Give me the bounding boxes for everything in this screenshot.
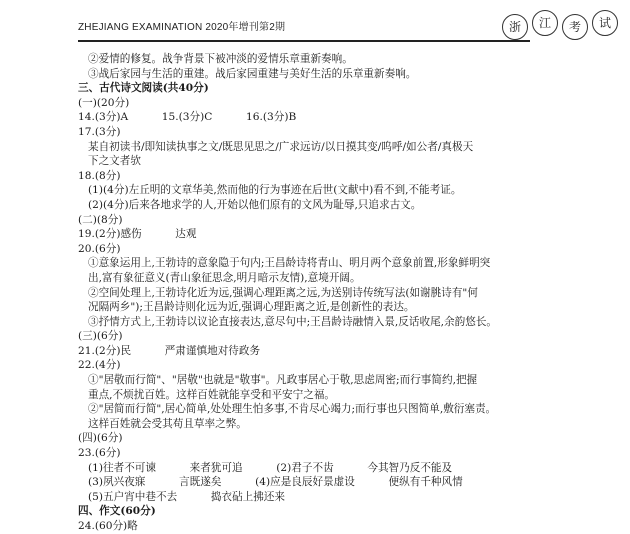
answer-line: ③战后家园与生活的重建。战后家园重建与美好生活的乐章重新奏响。 [88,67,417,80]
answer-line: 22.(4分) [78,359,121,372]
answer-line: 况隔两乡");王昌龄诗则化远为近,强调心理距离之近,是创新性的表达。 [88,301,415,314]
answer-line: (5)五户宵中巷不去 捣衣砧上拂还来 [88,490,285,503]
header-rule [78,40,530,42]
answer-line: ②空间处理上,王勃诗化近为远,强调心理距离之远,为送别诗传统写法(如谢朓诗有"何 [88,286,478,299]
answer-line: ①意象运用上,王勃诗的意象隐于句内;王昌龄诗将青山、明月两个意象前置,形象鲜明突 [88,257,491,270]
answer-line: 重点,不烦扰百姓。这样百姓就能享受和平安宁之福。 [88,388,336,401]
answer-line: 下之文者欤 [88,155,141,168]
answer-line: 21.(2分)民 严肃谨慎地对待政务 [78,344,261,357]
answer-line: (二)(8分) [78,213,123,226]
answer-line: ①"居敬而行简"、"居敬"也就是"敬事"。凡政事居心于敬,思虑周密;而行事简约,把握 [88,374,478,387]
answer-line: (四)(6分) [78,432,123,445]
answer-line: 出,富有象征意义(青山象征思念,明月暗示友情),意境开阔。 [88,271,361,284]
answer-line: (2)(4分)后来各地求学的人,开始以他们原有的文风为耻辱,只追求古文。 [88,198,422,211]
answer-line: ②"居简而行简",居心简单,处处理生怕多事,不肯尽心竭力;而行事也只图简单,敷衍塞责。 [88,403,497,416]
header-title: ZHEJIANG EXAMINATION 2020年增刊第2期 [78,22,286,33]
answer-line: ③抒情方式上,王勃诗以议论直接表达,意尽句中;王昌龄诗融情入景,反话收尾,余韵悠长。 [88,315,498,328]
answer-line: 17.(3分) [78,125,121,138]
answer-line: 14.(3分)A 15.(3分)C 16.(3分)B [78,111,297,124]
section-heading: 四、作文(60分) [78,505,156,518]
answer-key-body [78,52,558,534]
answer-line: 这样百姓就会受其苟且草率之弊。 [88,417,247,430]
section-heading: 三、古代诗文阅读(共40分) [78,82,209,95]
answer-line: 20.(6分) [78,242,121,255]
answer-line: 18.(8分) [78,169,121,182]
answer-line: (1)往者不可谏 来者犹可追 (2)君子不齿 今其智乃反不能及 [88,461,453,474]
answer-line: (3)夙兴夜寐 言既遂矣 (4)应是良辰好景虚设 便纵有千种风情 [88,476,463,489]
answer-line: (一)(20分) [78,96,130,109]
answer-line: 某自初读书/即知读执事之文/既思见思之/广求远访/以日摸其变/呜呼/如公者/真极天 [88,140,474,153]
answer-line: 24.(60分)略 [78,520,138,532]
badge-jiang: 江 [532,10,558,36]
header-badges [502,10,630,40]
answer-line: 23.(6分) [78,447,121,460]
page-header [78,6,611,46]
answer-line: (1)(4分)左丘明的文章华美,然而他的行为事迹在后世(文献中)看不到,不能考证。 [88,184,462,197]
answer-line: ②爱情的修复。战争背景下被冲淡的爱情乐章重新奏响。 [88,53,353,65]
answer-line: (三)(6分) [78,330,123,343]
badge-zhe: 浙 [502,14,528,40]
badge-shi: 试 [592,10,618,36]
answer-line: 19.(2分)感伤 达观 [78,228,197,241]
badge-kao: 考 [562,14,588,40]
